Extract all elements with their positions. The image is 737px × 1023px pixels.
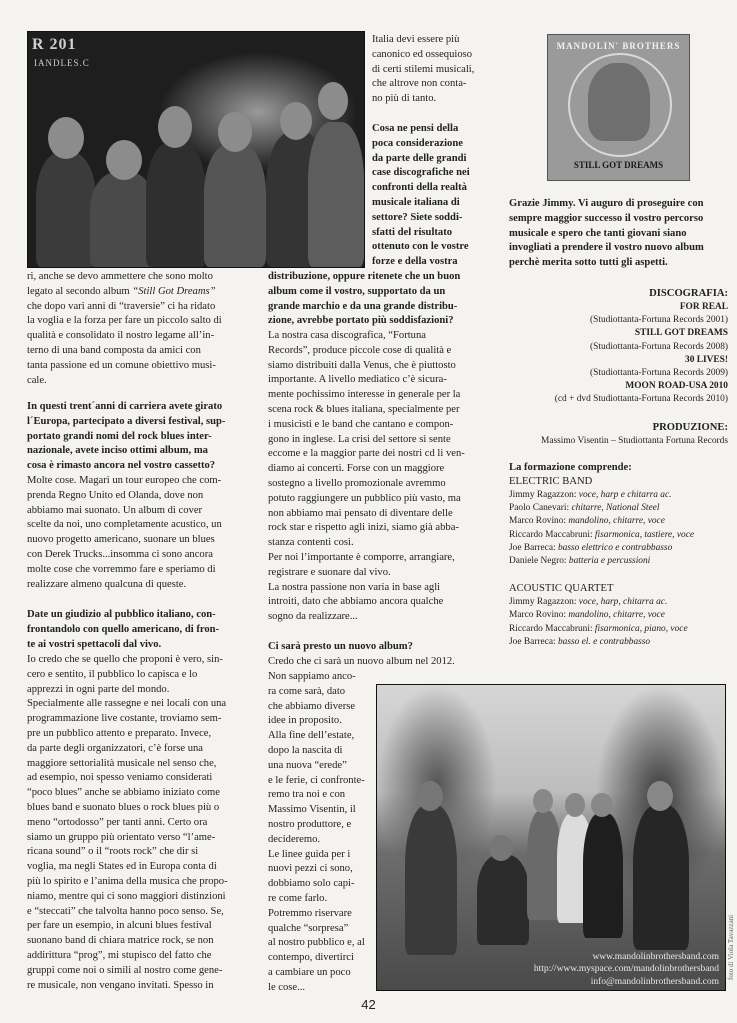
member-row [509,489,731,502]
text-line: cosa è rimasto ancora nel vostro cassetto? [27,460,216,472]
text-line: di certi stilemi musicali, [372,63,475,75]
text-line: Potremmo riservare [268,907,352,919]
text-line: Ci sarà presto un nuovo album? [268,641,413,652]
website-link[interactable]: www.mandolinbrothersband.com [592,951,719,962]
text-line: Specialmente alle rassegne e nei locali con una [27,698,227,710]
text-line: suonano band di chiara matrice rock, se non [27,935,214,947]
text-line: dobbiamo solo capi- [268,878,355,890]
text-line: sfatti del risultato [372,226,453,238]
text-line: FOR REAL [679,302,728,312]
text-line: frontandolo con quello americano, di fron- [27,623,220,635]
text-line: e “steccati” che talvolta hanno poco senso. Se, [27,905,224,917]
text-line: che dopo vari anni di “traversie” ci ha ridato [27,300,216,312]
text-line: per fare un esempio, in alcuni blues festival [27,920,212,932]
text-line: nuovi pezzi ci sono, [268,863,353,875]
col1-answer-2 [27,474,265,592]
text-line: voglia, ma negli States ed in Europa conta di [27,861,217,873]
text-line: Le linee guida per i [268,848,351,860]
text-line: contempo, divertirci [268,952,354,964]
text-line: importante. A livello mediatico c’è sicura- [268,374,447,386]
text-line: apprezzi in ogni parte del mondo. [27,683,170,695]
text-line: voce, harp e chitarra ac. [578,490,672,500]
text-line: mandolino, chitarre, voce [568,610,665,621]
member-row [509,529,731,542]
text-line: ottenuto con le vostre [372,241,469,253]
text-line: forze e della vostra [372,256,458,268]
text-line: canonico ed ossequioso [372,48,473,60]
text-line: Joe Barreca: [509,542,558,553]
text-line: realizzare almeno qualcuna di queste. [27,578,187,590]
text-line: re musicale, non vengano invitati. Spesso in [27,979,214,991]
text-line: che altrove non conta- [372,78,467,90]
text-line: “poco blues” anche se abbiamo iniziato come [27,787,220,799]
col2-answer-5 [268,655,498,670]
text-line: basso el. e contrabbasso [557,636,651,647]
col2-answer-5-narrow [268,670,372,996]
text-line: Credo che ci sarà un nuovo album nel 2012. [268,656,455,667]
text-line: (Studiottanta-Fortuna Records 2008) [590,341,728,352]
text-line: (Studiottanta-Fortuna Records 2001) [590,315,728,326]
col1-question-3 [27,608,265,652]
album-cover [547,34,690,181]
text-line: case discografiche nei [372,167,470,179]
text-line: fisarmonica, piano, voce [594,623,688,634]
col2-question-5 [268,640,498,655]
text-line: Jimmy Ragazzon: [509,597,579,608]
text-line: te ai vostri spettacoli dal vivo. [27,638,162,650]
col2-text-top [372,33,492,107]
text-line: stanza contenti così. [268,537,354,549]
text-line: idee in proposito. [268,715,342,727]
text-line: album come il vostro, supportato da un [268,285,446,297]
discography [509,286,728,407]
col1-text-a1: ri, anche se devo ammettere che sono molto legato al secondo album “Still Got Dreams” che dopo vari anni di “traversie” ci ha ridato la voglia e la forza per fare un piccolo salto di qualità e consolidato il nostro legame all’in- terno di una band composta da amici con tanta passione ed un comune obiettivo musi- cale. [27,270,265,388]
production-heading: PRODUZIONE: [652,422,728,433]
text-line: che abbiamo diverse [268,700,356,712]
album-cover-band: MANDOLIN' BROTHERS [556,41,681,51]
text-line: invogliati a prendere il vostro nuovo album [509,242,704,254]
text-line: eccome e la maggior parte dei nostri cd li ven- [268,448,465,460]
member-row [509,502,731,515]
member-row [509,623,731,636]
text-line: più lo spirito e l’anima della musica che propo- [27,875,228,887]
text-line: cale. [27,374,47,386]
text-line: nuovo progetto americano, suonare un blues [27,534,215,546]
text-line: sempre maggior successo il vostro percorso [509,212,704,224]
text-line: siamo distribuiti dalla Venus, che è piuttosto [268,359,456,371]
text-line: ri, anche se devo ammettere che sono molto [27,271,213,282]
lineup [509,460,731,649]
text-line: Marco Rovino: [509,610,569,621]
text-line: poca considerazione [372,137,463,149]
text-line: perchè merita sotto tutti gli aspetti. [509,257,668,269]
text-line: Marco Rovino: [509,516,569,527]
text-line: le cose... [268,981,306,993]
band-outdoor-photo [376,684,726,991]
text-line: meno “ortodosso” per tanti anni. Certo ora [27,816,208,828]
text-line: nostro produttore, e [268,818,352,830]
member-row [509,636,731,649]
col2-question-4 [372,122,496,270]
photo-overlay-text-2: IANDLES.C [34,58,90,68]
text-line: ra come sarà, dato [268,685,346,697]
text-line: cero e sentito, il pubblico lo capisca e lo [27,668,198,680]
text-line: La nostra passione non varia in base agli [268,581,441,593]
text-line: Daniele Negro: [509,556,569,567]
text-line: una nuova “erede” [268,759,347,771]
text-line: gono in inglese. La crisi del settore si sente [268,433,451,445]
member-row [509,609,731,622]
text-line: re come farlo. [268,892,328,904]
text-line: basso elettrico e contrabbasso [557,542,673,553]
email-link[interactable]: info@mandolinbrothersband.com [590,976,719,987]
text-line: fisarmonica, tastiere, voce [594,529,695,540]
text-line: a cambiare un poco [268,966,351,978]
text-line: i musicisti e le band che cantano e compon- [268,418,454,430]
text-line: sostegno a livello promozionale avremmo [268,477,446,489]
text-line: potuto raggiungere un pubblico più vasto, ma [268,492,461,504]
text-line: gruppi come noi o simili al nostro come gene- [27,964,223,976]
text-line: Grazie Jimmy. Vi auguro di proseguire con [509,198,704,209]
text-line: prenda Regno Unito ed Olanda, dove non [27,489,204,501]
text-line: La nostra casa discografica, “Fortuna [268,330,426,341]
text-line: chitarre, National Steel [571,503,660,514]
text-line: settore? Siete soddi- [372,211,463,223]
text-line: musicale e spero che tanti giovani siano [509,227,687,239]
myspace-link[interactable]: http://www.myspace.com/mandolinbrothersband [533,964,719,974]
text-line: mandolino, chitarre, voce [568,516,665,527]
text-line: diamo ai concerti. Forse con un maggiore [268,463,445,475]
text-line: remo tra noi e con [268,789,346,801]
col2-question-4-cont [268,270,498,329]
text-line: decideremo. [268,833,321,845]
lineup-heading: La formazione comprende: [509,462,632,473]
member-row [509,515,731,528]
closing-remark [509,197,731,271]
text-line: registrare e suonare dal vivo. [268,566,391,578]
photo-credit: foto di Viola Tavazzani [727,914,735,980]
text-line: Massimo Visentin, il [268,804,356,816]
text-line: Alla fine dell’estate, [268,730,355,742]
acoustic-quartet-heading: ACOUSTIC QUARTET [509,583,614,595]
text-line: Paolo Canevari: [509,503,572,514]
page-number: 42 [361,997,376,1012]
text-line: abbiamo mai suonato. Un album di cover [27,504,203,516]
col1-question-2 [27,400,265,474]
text-line: Jimmy Ragazzon: [509,490,579,500]
text-line: siamo un gruppo più orientato verso “l’ame- [27,831,216,843]
text-line: confronti della realtà [372,182,467,194]
text-line: portato grandi nomi del rock blues inter- [27,430,212,442]
elephant-icon [588,63,650,141]
text-line: ricana sound” o il “roots rock” che dir si [27,846,199,858]
text-line: addirittura “prog”, mi stupisco del fatto che [27,949,212,961]
band-links [534,951,719,989]
member-row [509,555,731,568]
text-line: grande marchio e da una grande distribu- [268,300,458,312]
text-line: (cd + dvd Studiottanta-Fortuna Records 2010) [554,394,728,405]
text-line: la voglia e la forza per fare un piccolo salto di [27,315,222,327]
text-line: Massimo Visentin – Studiottanta Fortuna Records [540,436,728,446]
text-line: In questi trent´anni di carriera avete girato [27,401,223,412]
text-line: dopo la nascita di [268,744,343,756]
production [509,420,728,448]
col1-answer-3 [27,653,265,993]
col2-answer-4 [268,329,498,625]
text-line: Italia devi essere più [372,34,460,45]
text-line: qualche “sorpresa” [268,922,349,934]
text-line: zione, avrebbe portato più soddisfazioni? [268,315,454,327]
text-line: Joe Barreca: [509,636,558,647]
text-line: Date un giudizio al pubblico italiano, con- [27,609,216,620]
text-line: sogno da realizzare... [268,611,358,623]
text-line: ad esempio, noi spesso veniamo considerati [27,772,213,784]
text-line: Riccardo Maccabruni: [509,529,595,540]
text-line: Riccardo Maccabruni: [509,623,595,634]
text-line: tanta passione ed un comune obiettivo musi- [27,359,216,371]
text-line: qualità e consolidato il nostro legame all’in- [27,330,215,342]
text-line: maggiore settorialità musicale nel senso che, [27,757,217,769]
text-line: niamo, mentre qui ci sono maggiori distinzioni [27,890,226,902]
discography-heading: DISCOGRAFIA: [649,288,728,299]
band-live-photo [27,31,365,268]
text-line: MOON ROAD-USA 2010 [625,381,728,392]
text-line: Records”, produce piccole cose di qualità e [268,344,452,356]
text-line: 30 LIVES! [685,354,728,365]
text-line: Io credo che se quello che proponi è vero, sin- [27,654,223,665]
photo-overlay-text: R 201 [32,36,77,53]
text-line: (Studiottanta-Fortuna Records 2009) [590,368,728,379]
text-line: rock star e rispetto agli inizi, siamo già abba- [268,522,459,534]
text-line: blues band e suonato blues o rock blues più o [27,801,220,813]
text-line: mente pochissimo interesse in generale per la [268,389,461,401]
text-line: da parte delle grandi [372,152,467,164]
text-line: Cosa ne pensi della [372,123,459,134]
member-row [509,542,731,555]
text-line: introiti, dato che abbiamo ancora qualche [268,596,444,608]
text-line: no più di tanto. [372,93,437,105]
text-line: scena rock & blues italiana, specialmente per [268,403,460,415]
text-line: Non sappiamo anco- [268,671,356,682]
text-line: con Derek Trucks...insomma ci sono ancora [27,548,213,560]
electric-band-heading: ELECTRIC BAND [509,476,593,487]
text-line: e le ferie, ci confronte- [268,774,365,786]
text-line: Per noi l’importante è comporre, arrangiare, [268,551,455,563]
text-line: al nostro pubblico e, al [268,937,365,949]
text-line: pre un pubblico attento e preparato. Invece, [27,727,212,739]
text-line: voce, harp, chitarra ac. [578,597,668,608]
text-line: STILL GOT DREAMS [634,328,728,339]
text-line: scelte da noi, uno completamente acustico, un [27,519,222,531]
text-line: Molte cose. Magari un tour europeo che com- [27,475,222,486]
text-line: batteria e percussioni [568,556,651,567]
text-line: molte cose che vorremmo fare e speriamo di [27,563,216,575]
text-line: programmazione live costante, troviamo sem- [27,713,222,725]
text-line: musicale italiana di [372,196,460,208]
text-line: non abbiamo mai pensato di diventare delle [268,507,453,519]
text-line: terno di una band composta da amici con [27,344,201,356]
text-line: l´Europa, partecipato a diversi festival, sup- [27,415,226,427]
member-row [509,596,731,609]
text-line: da parte degli organizzatori, c’è forse una [27,742,203,754]
text-line: distribuzione, oppure ritenete che un buon [268,271,461,282]
album-cover-title: STILL GOT DREAMS [573,160,664,170]
text-line: nazionale, avete inciso ottimi album, ma [27,445,208,457]
